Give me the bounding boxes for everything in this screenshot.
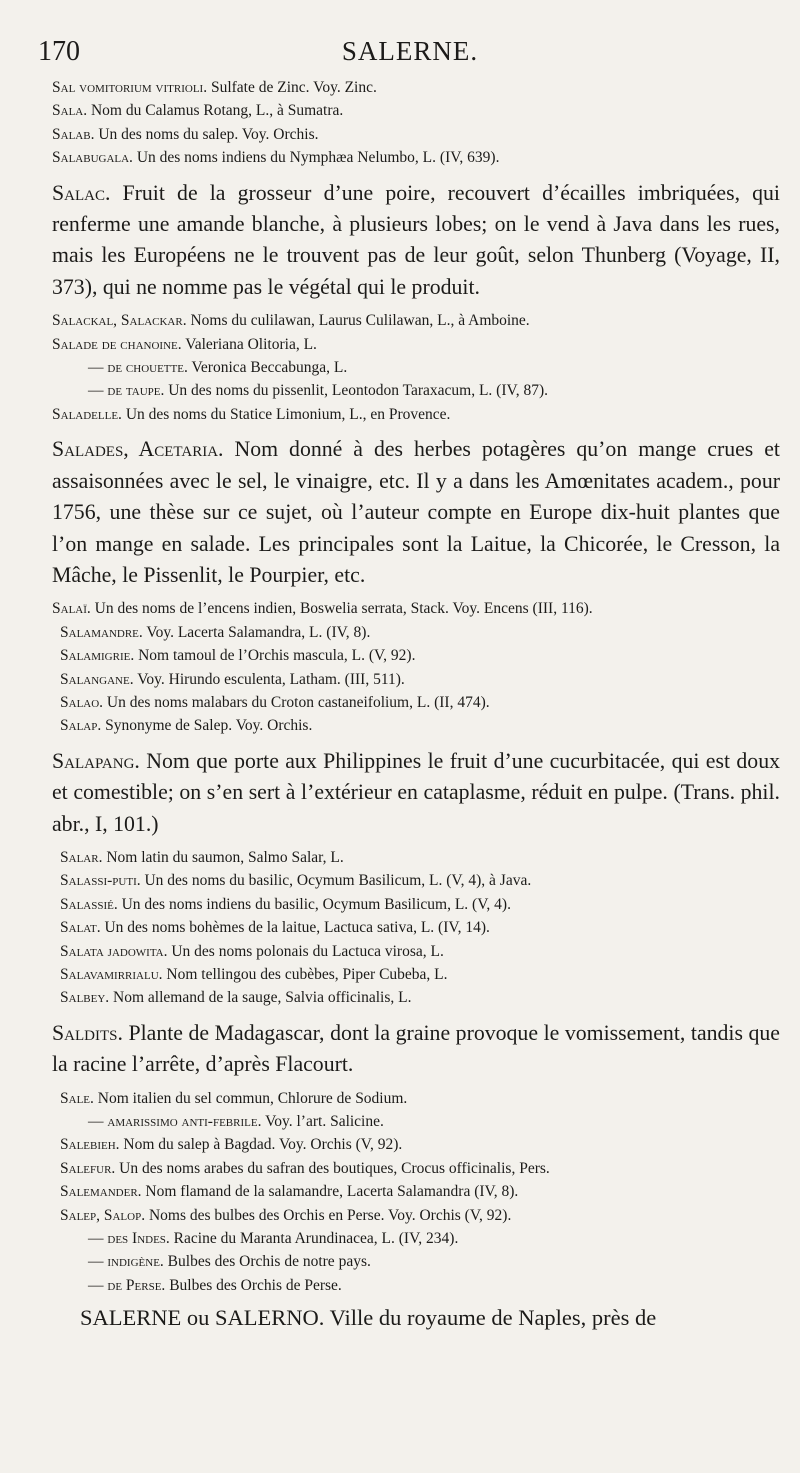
entry-salat: [52, 916, 780, 939]
entry-text: Un des noms du basilic, Ocymum Basilicum, L. (V, 4), à Java.: [140, 872, 532, 890]
entry-text: Nom tamoul de l’Orchis mascula, L. (V, 92).: [134, 647, 416, 665]
entry-text: Synonyme de Salep. Voy. Orchis.: [101, 717, 313, 735]
entry-text: Un des noms polonais du Lactuca virosa, L.: [167, 942, 444, 960]
entry-salai: [52, 597, 780, 620]
entry-text: Nom du Calamus Rotang, L., à Sumatra.: [87, 102, 344, 120]
entry-text: Nom italien du sel commun, Chlorure de Sodium.: [93, 1089, 408, 1107]
entry-text: Nom donné à des herbes potagères qu’on mange crues et assaisonnées avec le sel, le vinaigre, etc. Il y a dans les Amœnitates academ., pour 1756, une thèse sur ce sujet, où l’auteur compte en Europe dix-huit plantes que l’on mange en salade. Les principales sont la Laitue, la Chicorée, le Cresson, la Mâche, le Pissenlit, le Pourpier, etc.: [52, 437, 780, 587]
entry-head: Salar.: [60, 848, 103, 866]
entry-salep-de-perse: [52, 1274, 780, 1297]
entry-salassie: [52, 893, 780, 916]
entry-text: Voy. Lacerta Salamandra, L. (IV, 8).: [142, 623, 371, 641]
entry-text: Nom du salep à Bagdad. Voy. Orchis (V, 92).: [119, 1136, 403, 1154]
entry-head: Salangane.: [60, 670, 134, 688]
entry-text: Nom latin du saumon, Salmo Salar, L.: [102, 848, 344, 866]
entry-salabugala: [52, 146, 780, 169]
entry-text: Un des noms bohèmes de la laitue, Lactuca sativa, L. (IV, 14).: [100, 919, 490, 937]
entry-salar: [52, 846, 780, 869]
entry-salac: [52, 178, 780, 304]
entry-text: Sulfate de Zinc. Voy. Zinc.: [207, 79, 377, 96]
entry-salebieh: [52, 1133, 780, 1156]
entry-salerne: [52, 1303, 780, 1333]
entry-head: Salabugala.: [52, 149, 133, 167]
entry-salap: [52, 714, 780, 737]
entry-head: Salassi-puti.: [60, 872, 141, 890]
running-title: SALERNE.: [341, 36, 479, 66]
entry-salassi-puti: [52, 869, 780, 892]
entry-saldits: [52, 1018, 780, 1081]
entry-salab: [52, 123, 780, 146]
entry-salamandre: [52, 621, 780, 644]
entry-head: — indigène.: [88, 1253, 164, 1271]
entry-sal-vomitorium: [52, 76, 780, 99]
entry-head: Salep, Salop.: [60, 1206, 146, 1224]
entry-text: Un des noms malabars du Croton castaneifolium, L. (II, 474).: [103, 693, 490, 711]
entry-head: Salapang.: [52, 748, 140, 773]
entry-text: Bulbes des Orchis de Perse.: [165, 1276, 342, 1294]
entry-head: — de Perse.: [88, 1276, 166, 1294]
entry-text: Nom tellingou des cubèbes, Piper Cubeba, L.: [162, 966, 448, 983]
entry-text: Un des noms du Statice Limonium, L., en Provence.: [121, 405, 451, 423]
entry-text: Fruit de la grosseur d’une poire, recouvert d’écailles imbriquées, qui renferme une amande blanche, à plusieurs lobes; on le vend à Java dans les rues, mais les Européens ne le trouvent pas de leur goût, selon Thunberg (Voyage, II, 373), qui ne nomme pas le végétal qui le produit.: [52, 180, 780, 299]
entry-head: Salaï.: [52, 600, 91, 618]
entry-head: Salade de chanoine.: [52, 335, 182, 353]
entry-text: Nom allemand de la sauge, Salvia officinalis, L.: [109, 989, 412, 1007]
entry-head: Salamandre.: [60, 623, 143, 641]
entry-text: Valeriana Olitoria, L.: [181, 335, 317, 353]
entry-salep-des-indes: [52, 1227, 780, 1250]
page-number: 170: [38, 36, 80, 67]
entry-text: Un des noms du pissenlit, Leontodon Taraxacum, L. (IV, 87).: [164, 382, 548, 400]
entry-head: Sal vomitorium vitrioli.: [52, 79, 208, 96]
entry-head: Salackal, Salackar.: [52, 312, 187, 330]
entry-head: Salao.: [60, 693, 104, 711]
entry-head: — amarissimo anti-febrile.: [88, 1113, 262, 1131]
entry-text: Voy. Hirundo esculenta, Latham. (III, 511).: [133, 670, 405, 688]
entry-salapang: [52, 746, 780, 840]
entry-salade-de-taupe: [52, 379, 780, 402]
entry-text: Un des noms du salep. Voy. Orchis.: [94, 125, 319, 143]
entry-text: Un des noms arabes du safran des boutiques, Crocus officinalis, Pers.: [115, 1159, 550, 1177]
entry-head: Salavamirrialu.: [60, 966, 163, 983]
entry-sala: [52, 99, 780, 122]
entry-head: Saladelle.: [52, 405, 122, 423]
entry-head: Salbey.: [60, 989, 110, 1007]
entry-head: Salat.: [60, 919, 101, 937]
entry-text: Un des noms indiens du Nymphæa Nelumbo, L. (IV, 639).: [132, 149, 500, 167]
entry-head: Salata jadowita.: [60, 942, 168, 960]
entry-salangane: [52, 668, 780, 691]
entry-salata-jadowita: [52, 940, 780, 963]
entry-salavamirrialu: [52, 963, 780, 986]
page-header: [38, 36, 782, 70]
entry-head: Salassié.: [60, 895, 118, 913]
entry-text: Nom que porte aux Philippines le fruit d’une cucurbitacée, qui est doux et comestible; on s’en sert à l’extérieur en cataplasme, réduit en pulpe. (Trans. phil. abr., I, 101.): [52, 748, 780, 836]
entry-salao: [52, 691, 780, 714]
entry-text: Un des noms indiens du basilic, Ocymum Basilicum, L. (V, 4).: [117, 895, 511, 913]
entry-salackal: [52, 309, 780, 332]
entry-head: Salebieh.: [60, 1136, 120, 1154]
entry-head: — des Indes.: [88, 1230, 170, 1248]
entry-text: Ville du royaume de Naples, près de: [324, 1305, 657, 1331]
entry-text: Un des noms de l’encens indien, Boswelia serrata, Stack. Voy. Encens (III, 116).: [90, 600, 593, 618]
entry-head: — de chouette.: [88, 359, 188, 377]
entry-text: Noms des bulbes des Orchis en Perse. Voy. Orchis (V, 92).: [145, 1206, 512, 1224]
entry-head: Sale.: [60, 1089, 94, 1107]
entry-sale-amarissimo: [52, 1110, 780, 1133]
entry-text: Plante de Madagascar, dont la graine provoque le vomissement, tandis que la racine l’arrête, d’après Flacourt.: [52, 1020, 780, 1077]
entry-salade-de-chanoine: [52, 333, 780, 356]
entry-text: Racine du Maranta Arundinacea, L. (IV, 234).: [169, 1230, 459, 1248]
entry-head: Saldits.: [52, 1020, 123, 1045]
entry-text: Bulbes des Orchis de notre pays.: [163, 1253, 371, 1271]
entry-head: Salemander.: [60, 1183, 142, 1201]
entry-text: Noms du culilawan, Laurus Culilawan, L., à Amboine.: [186, 312, 530, 330]
entry-sale: [52, 1087, 780, 1110]
entry-salep: [52, 1204, 780, 1227]
entry-salemander: [52, 1180, 780, 1203]
entry-head: Salac.: [52, 180, 111, 205]
entry-text: Nom flamand de la salamandre, Lacerta Salamandra (IV, 8).: [141, 1183, 519, 1201]
entry-text: Voy. l’art. Salicine.: [261, 1113, 384, 1131]
entry-head: Salefur.: [60, 1159, 116, 1177]
entry-head: SALERNE ou SALERNO.: [80, 1305, 325, 1331]
entry-salefur: [52, 1157, 780, 1180]
entry-salep-indigene: [52, 1250, 780, 1273]
entry-salbey: [52, 986, 780, 1009]
entry-salade-de-chouette: [52, 356, 780, 379]
entry-head: — de taupe.: [88, 382, 165, 400]
entry-head: Sala.: [52, 102, 88, 120]
entry-salades: [52, 434, 780, 591]
entry-text: Veronica Beccabunga, L.: [187, 359, 348, 377]
entry-head: Salades, Acetaria.: [52, 437, 224, 462]
entry-head: Salamigrie.: [60, 647, 135, 665]
entry-head: Salab.: [52, 125, 95, 143]
entry-head: Salap.: [60, 717, 102, 735]
entry-saladelle: [52, 403, 780, 426]
entries-column: [52, 76, 780, 1333]
entry-salamigrie: [52, 644, 780, 667]
